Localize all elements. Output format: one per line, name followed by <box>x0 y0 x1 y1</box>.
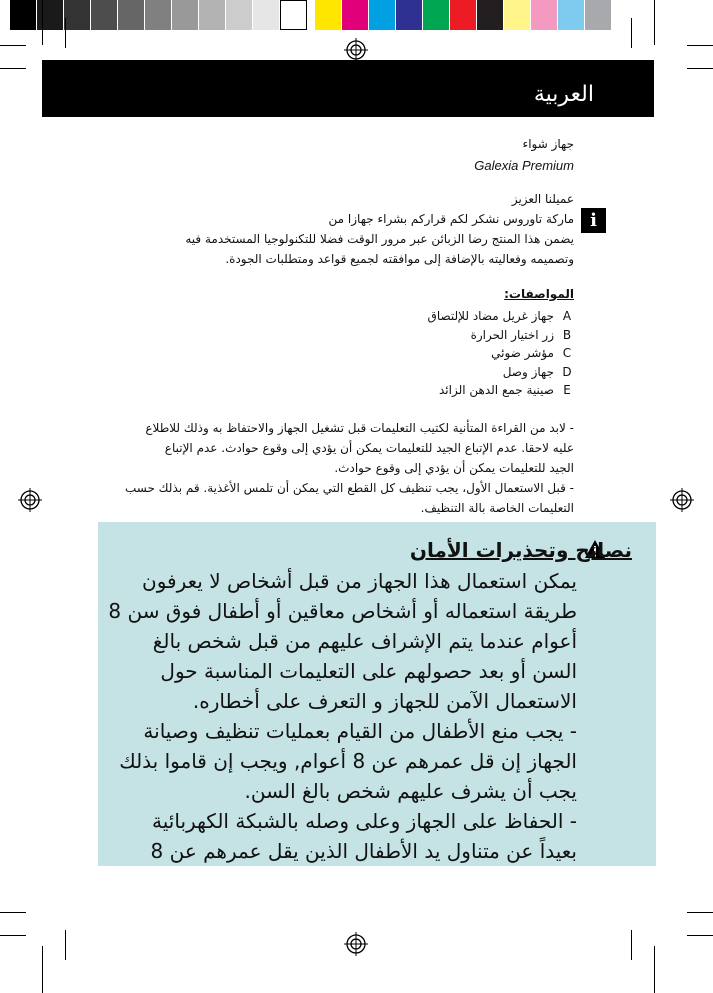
crop-mark <box>654 0 655 45</box>
intro-line: ماركة تاوروس نشكر لكم قراركم بشراء جهازا من <box>328 212 574 226</box>
info-icon: i <box>581 208 606 233</box>
safety-line: بعيداً عن متناول يد الأطفال الذين يقل عمرهم عن 8 <box>150 839 577 863</box>
crop-mark <box>687 68 713 69</box>
calibration-swatch <box>172 0 199 30</box>
language-title: العربية <box>533 82 594 107</box>
spec-item <box>254 307 574 326</box>
calibration-swatch <box>280 0 307 30</box>
intro-line: وتصميمه وفعاليته بالإضافة إلى موافقته لجميع قواعد ومتطلبات الجودة. <box>225 252 574 266</box>
specs-list <box>254 307 574 400</box>
safety-line: الجهاز إن قل عمرهم عن 8 أعوام, ويجب إن قاموا بذلك <box>119 749 577 773</box>
spec-letter: E <box>563 383 571 397</box>
calibration-swatch <box>342 0 369 30</box>
safety-line: الاستعمال الآمن للجهاز و التعرف على أخطاره. <box>192 689 577 713</box>
safety-line: أعوام عندما يتم الإشراف عليهم من قبل شخص بالغ <box>152 629 577 653</box>
calibration-swatch <box>450 0 477 30</box>
spec-item <box>254 326 574 345</box>
safety-line: يمكن استعمال هذا الجهاز من قبل أشخاص لا يعرفون <box>142 569 577 593</box>
calibration-swatch <box>369 0 396 30</box>
instruction-line: عليه لاحقا. عدم الإتباع الجيد للتعليمات يمكن أن يؤدي إلى وقوع حوادث. عدم الإتباع <box>164 441 574 455</box>
spec-text: صينية جمع الدهن الزائد <box>438 383 554 397</box>
instruction-line: التعليمات الخاصة بالة التنظيف. <box>420 501 574 515</box>
crop-mark <box>687 45 713 46</box>
instruction-line: - قبل الاستعمال الأول، يجب تنظيف كل القطع التي يمكن أن تلمس الأغذية. قم بذلك حسب <box>124 481 574 495</box>
calibration-swatch <box>199 0 226 30</box>
crop-mark <box>0 68 26 69</box>
calibration-swatch <box>396 0 423 30</box>
crop-mark <box>0 45 26 46</box>
calibration-swatch <box>585 0 612 30</box>
safety-line: طريقة استعماله أو أشخاص معاقين أو أطفال فوق سن 8 <box>108 599 577 623</box>
color-swatches <box>315 0 612 30</box>
crop-mark <box>0 935 26 936</box>
spec-text: مؤشر ضوئي <box>491 346 554 360</box>
specs-heading: المواصفات: <box>504 287 574 301</box>
calibration-swatch <box>145 0 172 30</box>
calibration-swatch <box>531 0 558 30</box>
registration-mark-icon <box>344 38 368 62</box>
crop-mark <box>42 946 43 993</box>
crop-mark <box>42 0 43 45</box>
crop-mark <box>631 18 632 48</box>
crop-mark <box>687 912 713 913</box>
instruction-line: الجيد للتعليمات يمكن أن يؤدي إلى وقوع حوادث. <box>334 461 574 475</box>
language-header <box>42 60 654 117</box>
safety-line: - يجب منع الأطفال من القيام بعمليات تنظيف وصيانة <box>143 719 577 743</box>
crop-mark <box>687 935 713 936</box>
calibration-swatch <box>10 0 37 30</box>
spec-item <box>254 344 574 363</box>
crop-mark <box>0 912 26 913</box>
calibration-swatch <box>504 0 531 30</box>
spec-letter: C <box>562 346 572 360</box>
calibration-swatch <box>558 0 585 30</box>
product-type: جهاز شواء <box>522 137 574 151</box>
spec-item <box>254 363 574 382</box>
crop-mark <box>65 18 66 48</box>
crop-mark <box>654 946 655 993</box>
spec-text: جهاز غريل مضاد للإلتصاق <box>427 309 554 323</box>
calibration-swatch <box>91 0 118 30</box>
safety-body <box>97 566 577 866</box>
spec-letter: A <box>562 309 572 323</box>
safety-line: - الحفاظ على الجهاز وعلى وصله بالشبكة الكهربائية <box>152 809 577 833</box>
grayscale-swatches <box>10 0 307 30</box>
calibration-swatch <box>118 0 145 30</box>
calibration-swatch <box>253 0 280 30</box>
intro-line: يضمن هذا المنتج رضا الزبائن عبر مرور الوقت فضلا للتكنولوجيا المستخدمة فيه <box>185 232 574 246</box>
registration-mark-icon <box>18 488 42 512</box>
calibration-swatch <box>477 0 504 30</box>
crop-mark <box>65 930 66 960</box>
safety-line: السن أو بعد حصولهم على التعليمات المناسبة حول <box>160 659 577 683</box>
calibration-swatch <box>423 0 450 30</box>
intro-salutation: عميلنا العزيز <box>511 192 574 206</box>
instruction-line: - لابد من القراءة المتأنية لكتيب التعليمات قبل تشغيل الجهاز والاحتفاظ به وذلك للاطلاع <box>145 421 574 435</box>
calibration-swatch <box>315 0 342 30</box>
spec-text: زر اختيار الحرارة <box>470 327 554 342</box>
crop-mark <box>631 930 632 960</box>
product-model: Galexia Premium <box>474 158 574 173</box>
calibration-swatch <box>226 0 253 30</box>
spec-item <box>254 381 574 400</box>
safety-title: نصائح وتحذيرات الأمان <box>409 538 632 562</box>
registration-mark-icon <box>344 932 368 956</box>
calibration-swatch <box>64 0 91 30</box>
registration-mark-icon <box>670 488 694 512</box>
spec-text: جهاز وصل <box>502 364 554 379</box>
spec-letter: D <box>562 364 572 379</box>
spec-letter: B <box>562 327 572 342</box>
color-calibration-bar <box>10 0 612 30</box>
safety-line: يجب أن يشرف عليهم شخص بالغ السن. <box>244 779 577 803</box>
